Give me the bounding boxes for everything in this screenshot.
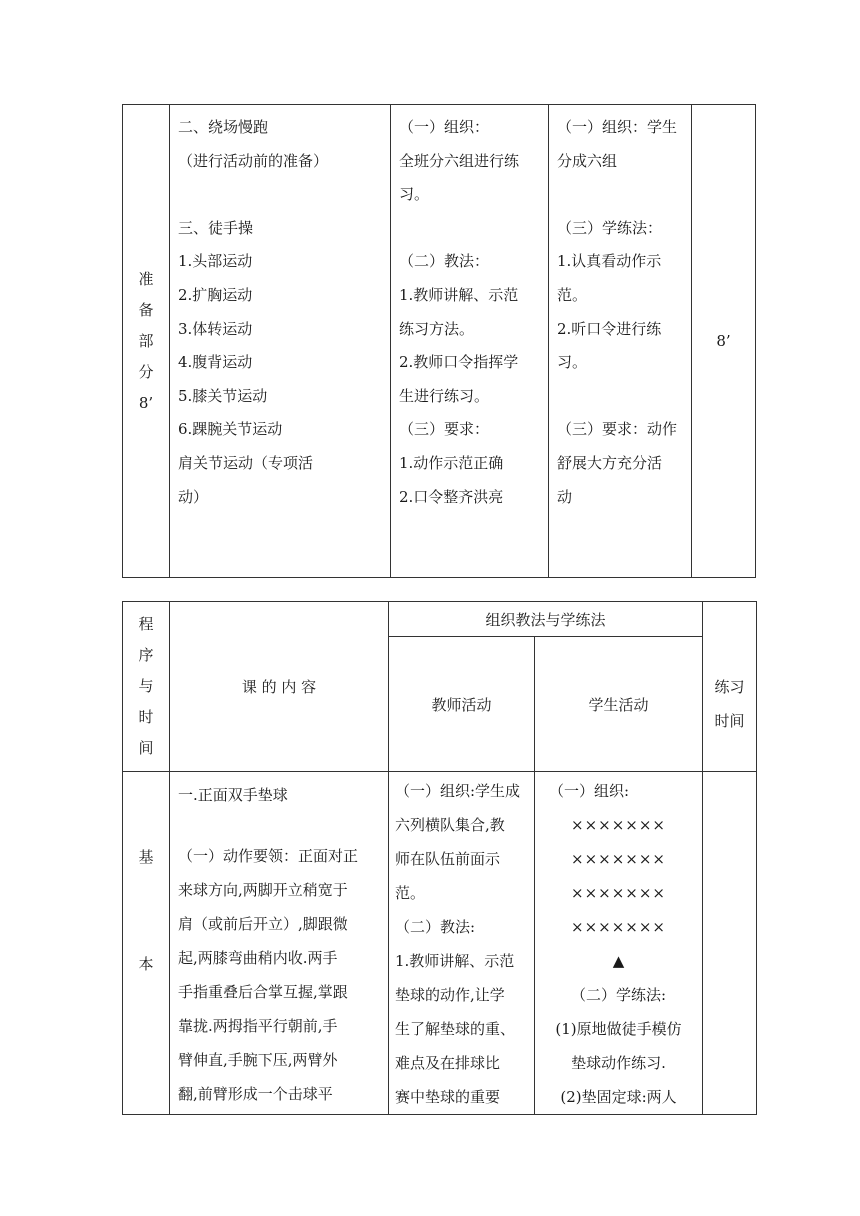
student-line: （三）学练法： (557, 218, 663, 237)
teacher-activity-cell (389, 772, 535, 1115)
content-line: 来球方向,两脚开立稍宽于 (178, 881, 348, 899)
student-line: (1)原地做徒手模仿 (555, 1020, 682, 1038)
formation-row: ××××××× (571, 918, 666, 936)
practice-time-cell (692, 105, 756, 578)
teacher-line: 师在队伍前面示 (395, 850, 501, 868)
label-char: 与 (138, 677, 154, 695)
student-line (557, 178, 685, 212)
teacher-line: （三）要求： (399, 420, 490, 439)
teacher-line (399, 212, 542, 246)
student-activity-cell (549, 105, 692, 578)
header-text: 学生活动 (588, 695, 649, 714)
student-line: （三）要求：动作 (557, 420, 678, 439)
student-line: 范。 (557, 285, 588, 304)
student-line: (2)垫固定球:两人 (560, 1088, 677, 1106)
student-line: （一）组织：学生 (557, 118, 678, 136)
student-line: 分成六组 (557, 151, 618, 170)
teacher-line: 1.教师讲解、示范 (399, 285, 519, 304)
header-text: 组织教法与学练法 (485, 610, 606, 629)
formation-row: ××××××× (571, 884, 666, 902)
content-line: 1.头部运动 (178, 252, 253, 271)
section-label-basic (123, 772, 170, 1115)
student-line: 习。 (557, 353, 588, 372)
header-text: 课 的 内 容 (241, 678, 317, 696)
content-line: 二、绕场慢跑 (178, 118, 269, 136)
student-line: 动 (557, 487, 573, 506)
content-line: 翻,前臂形成一个击球平 (178, 1085, 333, 1103)
content-line: 手指重叠后合掌互握,掌跟 (178, 983, 348, 1001)
student-line: 舒展大方充分活 (557, 453, 663, 472)
label-char: 间 (138, 739, 154, 757)
teacher-line: 范。 (395, 884, 426, 902)
teacher-line: （一）组织： (399, 118, 490, 136)
header-practice-time (703, 602, 757, 772)
content-line: 肩（或前后开立）,脚跟微 (178, 915, 348, 933)
teacher-line: （二）教法： (399, 252, 490, 271)
content-line: 起,两膝弯曲稍内收.两手 (178, 949, 338, 967)
practice-time: 8’ (716, 332, 731, 350)
student-activity-cell (535, 772, 703, 1115)
lesson-content-cell (170, 105, 391, 578)
teacher-line: 2.口令整齐洪亮 (399, 487, 504, 506)
header-procedure-time (123, 602, 170, 772)
student-line: 1.认真看动作示 (557, 252, 662, 271)
content-line: 三、徒手操 (178, 218, 254, 237)
teacher-line: 全班分六组进行练 (399, 151, 520, 170)
label-char: 部 (138, 331, 154, 350)
content-line: （一）动作要领：正面对正 (178, 847, 359, 865)
label-char: 时 (138, 708, 154, 726)
student-line: 垫球动作练习. (571, 1054, 666, 1072)
label-char: 备 (138, 300, 154, 319)
teacher-line: 六列横队集合,教 (395, 816, 505, 834)
warmup-section-table (122, 104, 756, 578)
content-line: 6.踝腕关节运动 (178, 420, 283, 439)
teacher-line: 2.教师口令指挥学 (399, 353, 519, 372)
header-text: 练习 时间 (714, 677, 745, 730)
teacher-position-icon: ▲ (612, 952, 625, 970)
formation-row: ××××××× (571, 850, 666, 868)
student-line: （二）学练法: (570, 986, 667, 1004)
content-line: 肩关节运动（专项活 (178, 453, 314, 472)
content-line: 3.体转运动 (178, 319, 253, 338)
formation-row: ××××××× (571, 816, 666, 834)
label-char: 程 (138, 615, 154, 633)
content-line (178, 178, 384, 212)
header-teacher-activity (389, 637, 535, 772)
teacher-line: （二）教法: (395, 918, 476, 936)
label-char: 本 (138, 955, 154, 973)
teacher-line: 赛中垫球的重要 (395, 1088, 501, 1106)
practice-time-cell (703, 772, 757, 1115)
content-line: 一.正面双手垫球 (178, 786, 288, 804)
teacher-line: （一）组织:学生成 (395, 782, 521, 800)
label-char: 序 (138, 646, 154, 664)
content-line: 靠拢.两拇指平行朝前,手 (178, 1017, 338, 1035)
header-methods-group (389, 602, 703, 637)
header-student-activity (535, 637, 703, 772)
teacher-line: 1.动作示范正确 (399, 453, 504, 472)
teacher-line: 练习方法。 (399, 319, 475, 338)
content-line: 臂伸直,手腕下压,两臂外 (178, 1051, 338, 1069)
teacher-line: 1.教师讲解、示范 (395, 952, 515, 970)
content-line: 动） (178, 487, 209, 506)
main-section-table (122, 601, 757, 1115)
label-char: 准 (138, 269, 154, 288)
label-char: 基 (138, 848, 154, 866)
teacher-line: 垫球的动作,让学 (395, 986, 505, 1004)
student-line (557, 380, 685, 414)
content-line: （进行活动前的准备） (178, 151, 329, 170)
label-char: 8’ (138, 393, 154, 412)
student-line: （一）组织: (549, 782, 630, 800)
content-line: 2.扩胸运动 (178, 285, 253, 304)
header-text: 教师活动 (431, 695, 492, 714)
lesson-content-cell (170, 772, 389, 1115)
teacher-activity-cell (391, 105, 549, 578)
header-lesson-content (170, 602, 389, 772)
section-label-preparation (123, 105, 170, 578)
content-line: 5.膝关节运动 (178, 386, 268, 405)
content-line: 4.腹背运动 (178, 353, 253, 372)
student-line: 2.听口令进行练 (557, 319, 662, 338)
label-char: 分 (138, 362, 154, 381)
teacher-line: 生了解垫球的重、 (395, 1020, 516, 1038)
teacher-line: 习。 (399, 185, 430, 204)
teacher-line: 生进行练习。 (399, 386, 490, 405)
teacher-line: 难点及在排球比 (395, 1054, 501, 1072)
